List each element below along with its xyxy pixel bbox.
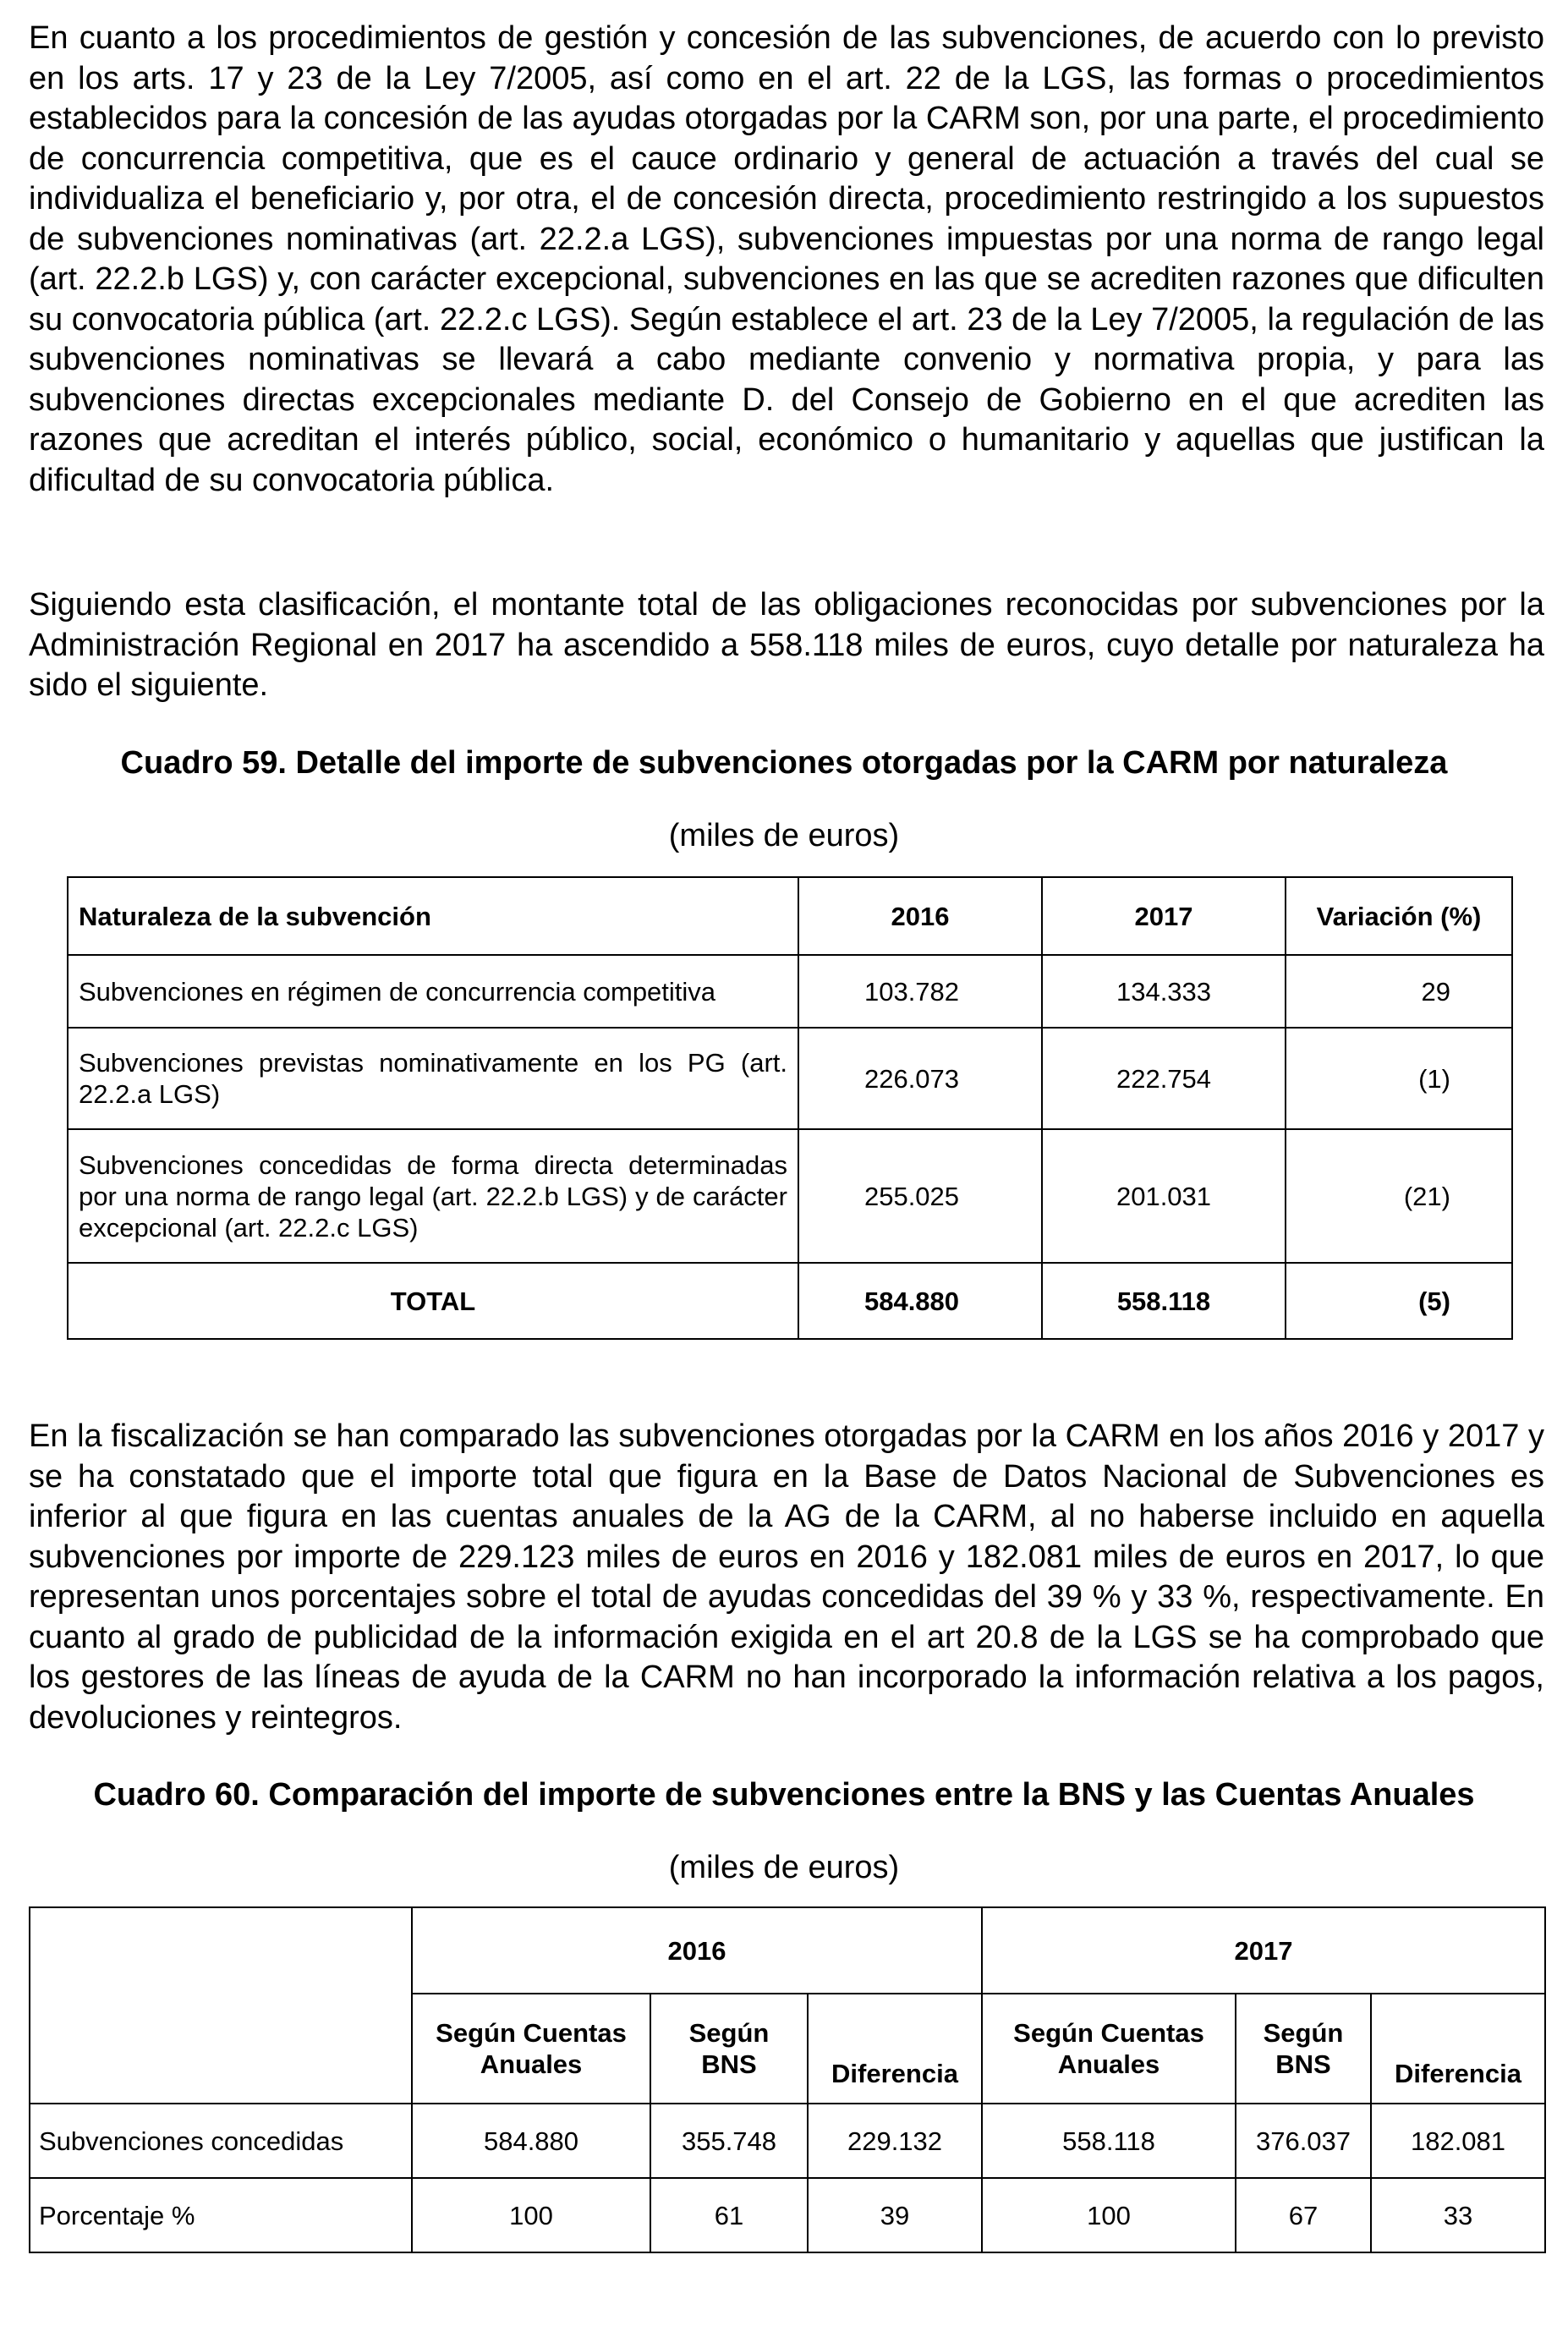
cell-2017: 222.754	[1042, 1028, 1286, 1129]
cell-cuentas-2016: 584.880	[412, 2104, 650, 2178]
cell-bns-2017: 67	[1236, 2178, 1371, 2252]
table-row	[68, 955, 1512, 1028]
header-diferencia-2016: Diferencia	[808, 1994, 982, 2104]
table-59-total-row	[68, 1263, 1512, 1339]
table-60-caption: Cuadro 60. Comparación del importe de subvenciones entre la BNS y las Cuentas Anuales	[93, 1777, 1475, 1813]
header-cuentas-2017	[982, 1994, 1236, 2104]
cell-2016: 103.782	[798, 955, 1042, 1028]
cell-diferencia-2016: 229.132	[808, 2104, 982, 2178]
cell-variacion: 29	[1286, 955, 1512, 1028]
header-cuentas-line2: Anuales	[480, 2049, 583, 2079]
total-label: TOTAL	[68, 1263, 798, 1339]
header-cuentas-2016	[412, 1994, 650, 2104]
table-60-corner-cell	[30, 1907, 412, 2104]
table-60-year-row	[30, 1907, 1545, 1994]
table-59	[67, 876, 1513, 1340]
header-naturaleza: Naturaleza de la subvención	[68, 877, 798, 955]
cell-2016: 226.073	[798, 1028, 1042, 1129]
table-row	[68, 1129, 1512, 1263]
header-bns-2016	[650, 1994, 808, 2104]
total-2017: 558.118	[1042, 1263, 1286, 1339]
total-variacion: (5)	[1286, 1263, 1512, 1339]
cell-variacion: (21)	[1286, 1129, 1512, 1263]
cell-diferencia-2017: 33	[1371, 2178, 1545, 2252]
cell-diferencia-2016: 39	[808, 2178, 982, 2252]
cell-cuentas-2017: 558.118	[982, 2104, 1236, 2178]
header-year-2016: 2016	[412, 1907, 982, 1994]
cell-bns-2016: 61	[650, 2178, 808, 2252]
table-row	[68, 1028, 1512, 1129]
cell-variacion: (1)	[1286, 1028, 1512, 1129]
row-label: Porcentaje %	[30, 2178, 412, 2252]
header-bns-line2: BNS	[1275, 2049, 1331, 2079]
header-bns-line1: Según	[1263, 2018, 1344, 2048]
header-diferencia-2017: Diferencia	[1371, 1994, 1545, 2104]
table-60	[29, 1906, 1546, 2253]
header-year-2017: 2017	[982, 1907, 1545, 1994]
header-cuentas-line1: Según Cuentas	[1013, 2018, 1204, 2048]
cell-bns-2017: 376.037	[1236, 2104, 1371, 2178]
table-59-units: (miles de euros)	[668, 818, 900, 853]
header-cuentas-line2: Anuales	[1057, 2049, 1160, 2079]
row-label: Subvenciones previstas nominativamente en los PG (art. 22.2.a LGS)	[68, 1028, 798, 1129]
header-bns-line1: Según	[688, 2018, 770, 2048]
paragraph-clasificacion: Siguiendo esta clasificación, el montante total de las obligaciones reconocidas por subvenciones por la Administración Regional en 2017 ha ascendido a 558.118 miles de euros, cuyo detalle por naturaleza ha sido el siguiente.	[29, 587, 1544, 703]
total-2016: 584.880	[798, 1263, 1042, 1339]
table-row	[30, 2104, 1545, 2178]
table-59-header-row	[68, 877, 1512, 955]
cell-2017: 201.031	[1042, 1129, 1286, 1263]
header-bns-line2: BNS	[701, 2049, 757, 2079]
paragraph-procedimientos: En cuanto a los procedimientos de gestión y concesión de las subvenciones, de acuerdo con lo previsto en los arts. 17 y 23 de la Ley 7/2005, así como en el art. 22 de la LGS, las formas o procedimientos establecidos para la concesión de las ayudas otorgadas por la CARM son, por una parte, el procedimiento de concurrencia competitiva, que es el cauce ordinario y general de actuación a través del cual se individualiza el beneficiario y, por otra, el de concesión directa, procedimiento restringido a los supuestos de subvenciones nominativas (art. 22.2.a LGS), subvenciones impuestas por una norma de rango legal (art. 22.2.b LGS) y, con carácter excepcional, subvenciones en las que se acrediten razones que dificulten su convocatoria pública (art. 22.2.c LGS). Según establece el art. 23 de la Ley 7/2005, la regulación de las subvenciones nominativas se llevará a cabo mediante convenio y normativa propia, y para las subvenciones directas excepcionales mediante D. del Consejo de Gobierno en el que acrediten las razones que acreditan el interés público, social, económico o humanitario y aquellas que justifican la dificultad de su convocatoria pública.	[29, 20, 1544, 498]
header-2017: 2017	[1042, 877, 1286, 955]
cell-diferencia-2017: 182.081	[1371, 2104, 1545, 2178]
header-2016: 2016	[798, 877, 1042, 955]
row-label: Subvenciones en régimen de concurrencia competitiva	[68, 955, 798, 1028]
table-59-caption: Cuadro 59. Detalle del importe de subvenciones otorgadas por la CARM por naturaleza	[120, 745, 1448, 781]
paragraph-fiscalizacion: En la fiscalización se han comparado las subvenciones otorgadas por la CARM en los años 2016 y 2017 y se ha constatado que el importe total que figura en la Base de Datos Nacional de Subvenciones es inferior al que figura en las cuentas anuales de la AG de la CARM, al no haberse incluido en aquella subvenciones por importe de 229.123 miles de euros en 2016 y 182.081 miles de euros en 2017, lo que representan unos porcentajes sobre el total de ayudas concedidas del 39 % y 33 %, respectivamente. En cuanto al grado de publicidad de la información exigida en el art 20.8 de la LGS se ha comprobado que los gestores de las líneas de ayuda de la CARM no han incorporado la información relativa a los pagos, devoluciones y reintegros.	[29, 1418, 1544, 1736]
row-label: Subvenciones concedidas de forma directa determinadas por una norma de rango legal (art. 22.2.b LGS) y de carácter excepcional (art. 22.2.c LGS)	[68, 1129, 798, 1263]
table-60-units: (miles de euros)	[668, 1850, 900, 1885]
cell-cuentas-2017: 100	[982, 2178, 1236, 2252]
table-row	[30, 2178, 1545, 2252]
header-variacion: Variación (%)	[1286, 877, 1512, 955]
header-bns-2017	[1236, 1994, 1371, 2104]
cell-bns-2016: 355.748	[650, 2104, 808, 2178]
cell-2016: 255.025	[798, 1129, 1042, 1263]
cell-2017: 134.333	[1042, 955, 1286, 1028]
header-cuentas-line1: Según Cuentas	[436, 2018, 627, 2048]
row-label: Subvenciones concedidas	[30, 2104, 412, 2178]
cell-cuentas-2016: 100	[412, 2178, 650, 2252]
